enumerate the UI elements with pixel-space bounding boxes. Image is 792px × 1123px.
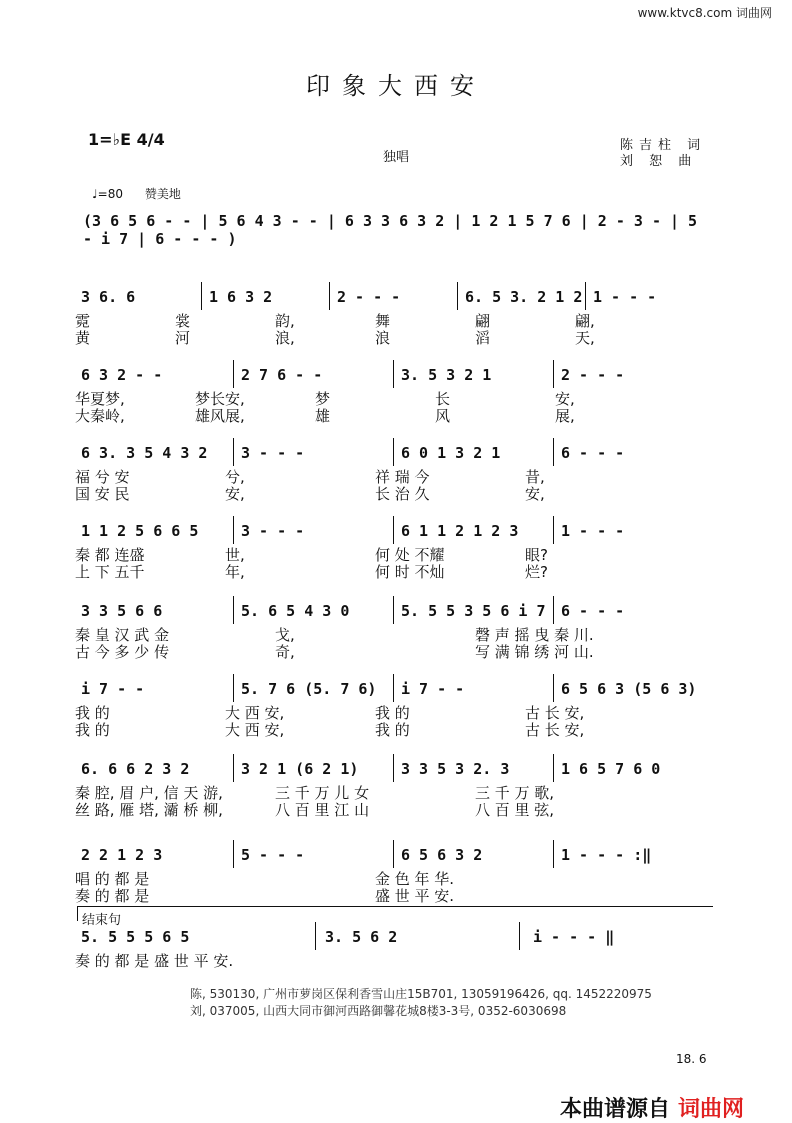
barline: [233, 516, 234, 544]
lyric-word: 霓: [75, 312, 91, 330]
lyric-line: [75, 483, 715, 501]
measure-notes: 3 - - -: [241, 444, 305, 462]
lyric-word: 何 时 不灿: [375, 563, 445, 581]
lyric-word: 上 下 五千: [75, 563, 145, 581]
lyric-line: [75, 702, 715, 720]
tempo-marking: [92, 185, 181, 202]
measure-notes: 6 3. 3 5 4 3 2: [81, 444, 208, 462]
lyric-word: 我 的: [375, 704, 410, 722]
lyric-word: 盛 世 平 安.: [375, 887, 455, 905]
lyric-line: [75, 799, 715, 817]
lyric-word: 大秦岭,: [75, 407, 125, 425]
lyric-word: 梦长安,: [195, 390, 245, 408]
ending-measure: 5. 5 5 5 6 5: [81, 928, 190, 946]
lyric-line: [75, 544, 715, 562]
intro-notes: (3 6 5 6 - - | 5 6 4 3 - - | 6 3 3 6 3 2 | 1 2 1 5 7 6 | 2 - 3 - | 5 - i 7 | 6 - - - ): [83, 212, 698, 248]
barline: [233, 360, 234, 388]
lyric-word: 三 千 万 歌,: [475, 784, 555, 802]
lyric-line: [75, 624, 715, 642]
measure-notes: i 7 - -: [401, 680, 465, 698]
lyric-word: 我 的: [75, 704, 110, 722]
footer-text: 本曲谱源自: [560, 1097, 671, 1122]
barline: [553, 674, 554, 702]
measure-notes: i 7 - -: [81, 680, 145, 698]
ending-lyric: 奏 的 都 是 盛 世 平 安.: [75, 952, 234, 970]
expression-marking: 赞美地: [144, 187, 181, 201]
ending-measure: i - - - ‖: [533, 928, 615, 946]
measure-notes: 2 2 1 2 3: [81, 846, 163, 864]
measure-notes: 3 3 5 3 2. 3: [401, 760, 510, 778]
barline: [393, 674, 394, 702]
lyric-word: 金 色 年 华.: [375, 870, 455, 888]
lyric-word: 安,: [525, 485, 545, 503]
lyric-word: 安,: [555, 390, 575, 408]
measure-notes: 2 - - -: [561, 366, 625, 384]
contact-line-2: 刘, 037005, 山西大同市御河西路御馨花城8楼3-3号, 0352-6030698: [190, 1004, 567, 1018]
lyric-word: 年,: [225, 563, 245, 581]
lyric-word: 戈,: [275, 626, 295, 644]
performance-type: 独唱: [383, 150, 410, 165]
lyric-word: 丝 路, 雁 塔, 灞 桥 柳,: [75, 801, 223, 819]
lyric-word: 何 处 不耀: [375, 546, 445, 564]
song-title: 印象大西安: [306, 72, 486, 100]
lyric-word: 裳: [175, 312, 191, 330]
measure-notes: 5 - - -: [241, 846, 305, 864]
measure-notes: 5. 6 5 4 3 0: [241, 602, 350, 620]
barline: [329, 282, 330, 310]
lyric-word: 秦 都 连盛: [75, 546, 145, 564]
ending-label: 结束句: [82, 913, 122, 928]
barline: [393, 840, 394, 868]
lyric-word: 大 西 安,: [225, 721, 285, 739]
composer: 刘 恕 曲: [620, 154, 698, 169]
lyric-line: [75, 327, 715, 345]
measure-notes: 1 - - -: [561, 522, 625, 540]
ending-bracket: [77, 906, 713, 928]
lyric-word: 风: [435, 407, 451, 425]
lyric-line: [75, 388, 715, 406]
key-signature: 1=♭E 4/4: [88, 130, 165, 149]
barline: [315, 922, 316, 950]
lyric-line: [75, 561, 715, 579]
lyric-line: [75, 782, 715, 800]
measure-notes: 6. 6 6 2 3 2: [81, 760, 190, 778]
footer-brand: 词曲网: [678, 1097, 745, 1122]
lyric-word: 奏 的 都 是: [75, 887, 150, 905]
lyric-word: 滔: [475, 329, 491, 347]
lyric-line: [75, 641, 715, 659]
lyric-word: 磬 声 摇 曳 秦 川.: [475, 626, 594, 644]
measure-notes: 2 7 6 - -: [241, 366, 323, 384]
measure-notes: 6 3 2 - -: [81, 366, 163, 384]
measure-notes: 6 - - -: [561, 602, 625, 620]
lyric-word: 古 今 多 少 传: [75, 643, 170, 661]
barline: [233, 596, 234, 624]
tempo-value: ♩=80: [92, 187, 123, 201]
lyric-line: [75, 885, 715, 903]
lyric-line: [75, 310, 715, 328]
measure-notes: 1 - - - :‖: [561, 846, 652, 864]
measure-notes: 3. 5 3 2 1: [401, 366, 492, 384]
measure-notes: 5. 5 5 3 5 6 i 7: [401, 602, 546, 620]
page-number: 18. 6: [676, 1052, 707, 1066]
lyric-word: 八 百 里 弦,: [475, 801, 555, 819]
lyric-word: 舞: [375, 312, 391, 330]
lyric-word: 翩,: [575, 312, 595, 330]
lyric-word: 翩: [475, 312, 491, 330]
measure-notes: 3 - - -: [241, 522, 305, 540]
barline: [553, 754, 554, 782]
barline: [585, 282, 586, 310]
lyric-word: 烂?: [525, 563, 548, 581]
lyric-word: 浪: [375, 329, 391, 347]
barline: [553, 360, 554, 388]
measure-notes: 6 1 1 2 1 2 3: [401, 522, 519, 540]
lyric-word: 古 长 安,: [525, 721, 585, 739]
lyric-word: 奇,: [275, 643, 295, 661]
barline: [233, 438, 234, 466]
lyric-word: 大 西 安,: [225, 704, 285, 722]
barline: [233, 754, 234, 782]
barline: [553, 840, 554, 868]
lyric-line: [75, 868, 715, 886]
lyric-word: 长: [435, 390, 451, 408]
lyric-word: 雄: [315, 407, 331, 425]
lyric-word: 黄: [75, 329, 91, 347]
barline: [519, 922, 520, 950]
measure-notes: 6. 5 3. 2 1 2: [465, 288, 583, 306]
lyric-word: 世,: [225, 546, 245, 564]
lyric-word: 祥 瑞 今: [375, 468, 430, 486]
contact-info: [190, 986, 652, 1020]
barline: [553, 596, 554, 624]
lyric-word: 我 的: [375, 721, 410, 739]
lyric-word: 长 治 久: [375, 485, 430, 503]
barline: [393, 596, 394, 624]
barline: [233, 674, 234, 702]
barline: [233, 840, 234, 868]
barline: [393, 516, 394, 544]
lyric-word: 三 千 万 儿 女: [275, 784, 370, 802]
lyric-word: 写 满 锦 绣 河 山.: [475, 643, 594, 661]
measure-notes: 6 0 1 3 2 1: [401, 444, 501, 462]
footer-attribution: [560, 1092, 744, 1123]
ending-measure: 3. 5 6 2: [325, 928, 398, 946]
lyric-word: 展,: [555, 407, 575, 425]
lyric-word: 浪,: [275, 329, 295, 347]
lyric-word: 河: [175, 329, 191, 347]
lyric-word: 昔,: [525, 468, 545, 486]
measure-notes: 6 5 6 3 (5 6 3): [561, 680, 697, 698]
barline: [201, 282, 202, 310]
measure-notes: 1 6 3 2: [209, 288, 273, 306]
lyric-word: 唱 的 都 是: [75, 870, 150, 888]
lyric-word: 我 的: [75, 721, 110, 739]
lyric-word: 古 长 安,: [525, 704, 585, 722]
lyricist: 陈吉柱 词: [620, 138, 707, 153]
lyric-word: 八 百 里 江 山: [275, 801, 370, 819]
lyric-word: 福 兮 安: [75, 468, 130, 486]
barline: [393, 360, 394, 388]
barline: [457, 282, 458, 310]
barline: [393, 754, 394, 782]
measure-notes: 2 - - -: [337, 288, 401, 306]
lyric-word: 天,: [575, 329, 595, 347]
measure-notes: 3 2 1 (6 2 1): [241, 760, 359, 778]
lyric-word: 兮,: [225, 468, 245, 486]
measure-notes: 6 - - -: [561, 444, 625, 462]
barline: [393, 438, 394, 466]
lyric-word: 秦 腔, 眉 户, 信 天 游,: [75, 784, 223, 802]
measure-notes: 1 - - -: [593, 288, 657, 306]
lyric-word: 国 安 民: [75, 485, 130, 503]
measure-notes: 5. 7 6 (5. 7 6): [241, 680, 377, 698]
measure-notes: 6 5 6 3 2: [401, 846, 483, 864]
lyric-line: [75, 405, 715, 423]
contact-line-1: 陈, 530130, 广州市萝岗区保利香雪山庄15B701, 13059196426, qq. 1452220975: [190, 987, 652, 1001]
measure-notes: 3 6. 6: [81, 288, 136, 306]
credits: [620, 138, 706, 170]
lyric-line: [75, 466, 715, 484]
site-watermark: www.ktvc8.com 词曲网: [637, 6, 772, 20]
barline: [553, 516, 554, 544]
measure-notes: 1 1 2 5 6 6 5: [81, 522, 199, 540]
lyric-word: 华夏梦,: [75, 390, 125, 408]
measure-notes: 3 3 5 6 6: [81, 602, 163, 620]
lyric-line: [75, 719, 715, 737]
lyric-word: 梦: [315, 390, 331, 408]
lyric-word: 眼?: [525, 546, 548, 564]
measure-notes: 1 6 5 7 6 0: [561, 760, 661, 778]
lyric-word: 秦 皇 汉 武 金: [75, 626, 170, 644]
barline: [553, 438, 554, 466]
lyric-word: 雄风展,: [195, 407, 245, 425]
lyric-word: 韵,: [275, 312, 295, 330]
lyric-word: 安,: [225, 485, 245, 503]
